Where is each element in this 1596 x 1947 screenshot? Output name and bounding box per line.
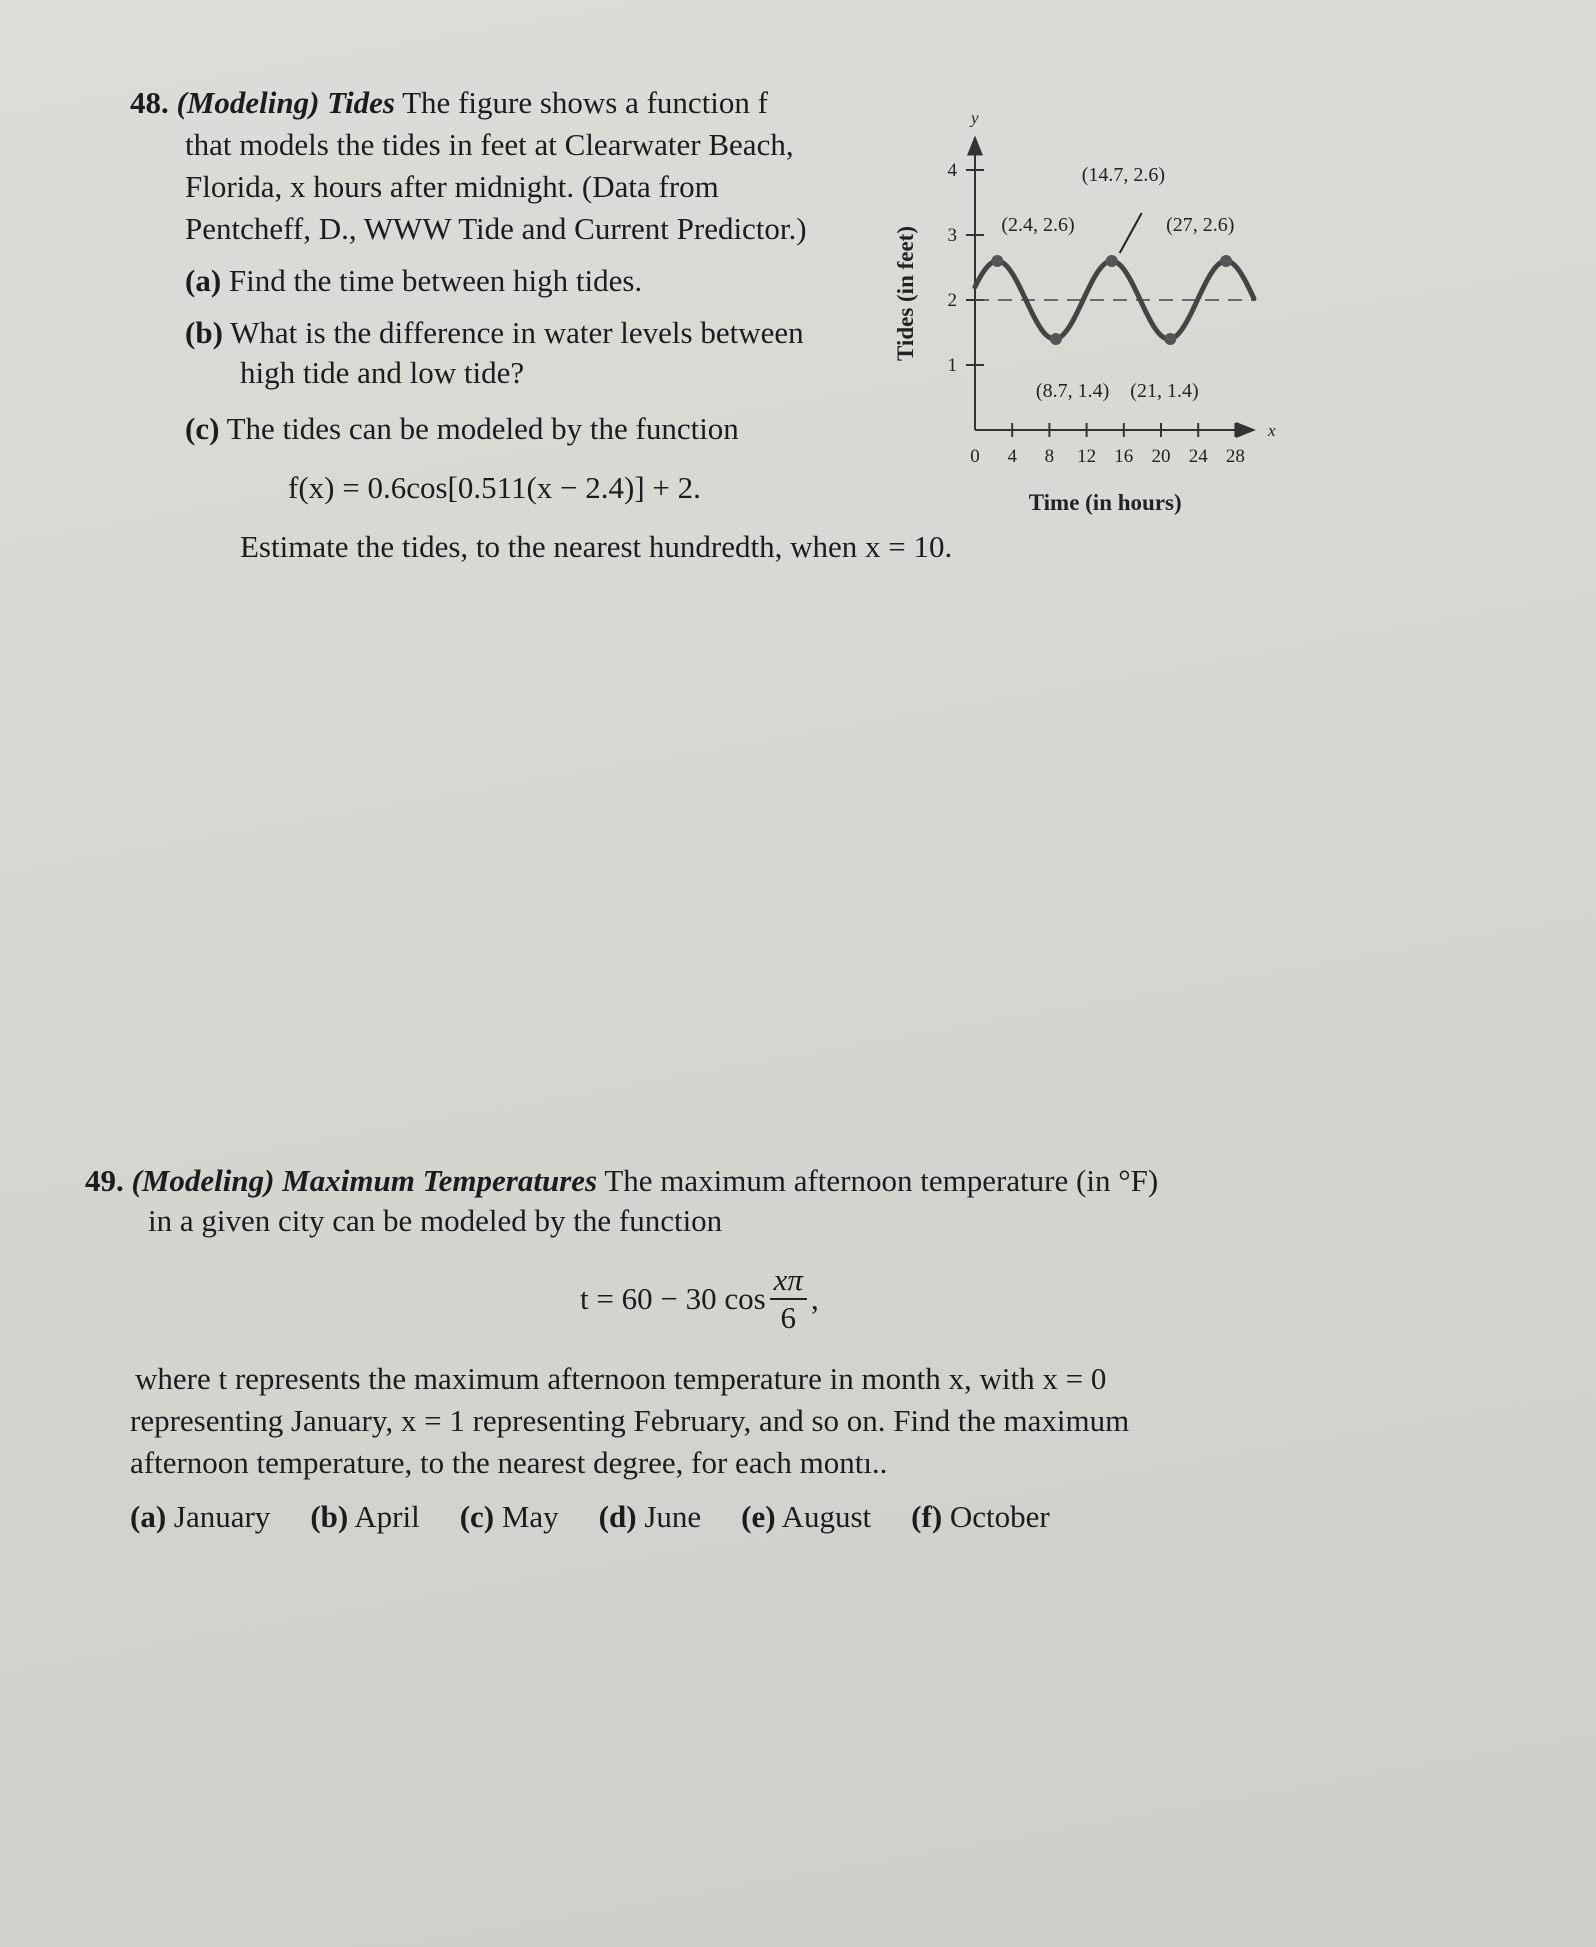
intro-line: in a given city can be modeled by the function bbox=[148, 1203, 723, 1238]
problem-48-heading bbox=[130, 84, 768, 122]
point-label: (21, 1.4) bbox=[1130, 380, 1199, 402]
point-label: (8.7, 1.4) bbox=[1035, 380, 1110, 402]
part-text: The tides can be modeled by the function bbox=[226, 411, 739, 446]
problem-number: 48. bbox=[130, 85, 169, 120]
y-tick-label: 2 bbox=[947, 290, 957, 311]
x-tick-label: 0 bbox=[970, 446, 980, 467]
intro-line: The maximum afternoon temperature (in °F) bbox=[604, 1163, 1159, 1198]
fraction-numerator: xπ bbox=[770, 1262, 807, 1300]
x-tick-label: 4 bbox=[1007, 446, 1017, 467]
formula-fraction bbox=[770, 1262, 807, 1335]
estimate-instruction: Estimate the tides, to the nearest hundredth, when x = 10. bbox=[240, 529, 953, 564]
part-a bbox=[185, 262, 642, 300]
problem-title: (Modeling) Maximum Temperatures bbox=[131, 1163, 598, 1198]
part-text: August bbox=[781, 1499, 872, 1534]
problem-title: (Modeling) Tides bbox=[176, 85, 395, 120]
data-point bbox=[991, 255, 1003, 267]
body-line: afternoon temperature, to the nearest degree, for each montı.. bbox=[130, 1445, 888, 1480]
data-point bbox=[1106, 255, 1118, 267]
y-axis-name: y bbox=[971, 108, 979, 128]
month-parts bbox=[130, 1498, 1050, 1536]
x-tick-label: 28 bbox=[1225, 446, 1245, 467]
x-axis-title: Time (in hours) bbox=[1028, 490, 1182, 515]
y-axis-title: Tides (in feet) bbox=[893, 225, 918, 362]
part-label: (b) bbox=[310, 1499, 349, 1534]
tide-chart bbox=[880, 80, 1310, 520]
part-text: January bbox=[173, 1499, 271, 1534]
x-axis-name: x bbox=[1268, 421, 1276, 440]
part-d-june bbox=[599, 1498, 701, 1536]
part-label: (f) bbox=[911, 1499, 943, 1534]
part-text: June bbox=[644, 1499, 702, 1534]
part-label: (d) bbox=[598, 1499, 637, 1534]
part-label: (c) bbox=[185, 411, 220, 446]
temperature-formula bbox=[580, 1262, 819, 1335]
part-label: (b) bbox=[185, 315, 223, 350]
data-point bbox=[1050, 333, 1062, 345]
part-b-line2: high tide and low tide? bbox=[240, 355, 525, 390]
part-b bbox=[185, 314, 804, 352]
part-label: (e) bbox=[741, 1499, 776, 1534]
intro-line: Florida, x hours after midnight. (Data from bbox=[185, 169, 719, 204]
point-label: (27, 2.6) bbox=[1166, 214, 1235, 236]
part-text: Find the time between high tides. bbox=[228, 263, 643, 298]
data-point bbox=[1164, 333, 1176, 345]
part-label: (a) bbox=[130, 1499, 167, 1534]
part-a-january bbox=[130, 1498, 270, 1536]
part-label: (c) bbox=[459, 1499, 495, 1534]
tide-formula: f(x) = 0.6cos[0.511(x − 2.4)] + 2. bbox=[288, 470, 701, 505]
point-label: (14.7, 2.6) bbox=[1081, 164, 1166, 186]
y-tick-label: 4 bbox=[947, 160, 957, 181]
y-tick-label: 3 bbox=[947, 225, 957, 246]
part-text: May bbox=[501, 1499, 559, 1534]
part-text: What is the difference in water levels between bbox=[230, 315, 804, 350]
part-text: October bbox=[949, 1499, 1050, 1534]
part-c bbox=[185, 410, 739, 448]
formula-tail: , bbox=[810, 1280, 819, 1316]
fraction-denominator: 6 bbox=[780, 1299, 797, 1335]
body-line: representing January, x = 1 representing February, and so on. Find the maximum bbox=[130, 1403, 1130, 1438]
data-point bbox=[1220, 255, 1232, 267]
problem-49-heading bbox=[85, 1162, 1158, 1200]
part-label: (a) bbox=[185, 263, 222, 298]
intro-line: Pentcheff, D., WWW Tide and Current Predictor.) bbox=[185, 211, 807, 246]
formula-left: t = 60 − 30 cos bbox=[580, 1280, 766, 1316]
x-tick-label: 8 bbox=[1044, 446, 1055, 467]
point-label: (2.4, 2.6) bbox=[1001, 214, 1075, 236]
x-tick-label: 12 bbox=[1077, 446, 1097, 467]
part-c-may bbox=[460, 1498, 559, 1536]
intro-line: The figure shows a function f bbox=[402, 85, 768, 120]
y-tick-label: 1 bbox=[947, 355, 957, 376]
part-e-august bbox=[741, 1498, 871, 1536]
x-tick-label: 20 bbox=[1151, 446, 1171, 467]
problem-number: 49. bbox=[85, 1163, 124, 1198]
label-pointer bbox=[1120, 213, 1142, 253]
part-b-april bbox=[310, 1498, 419, 1536]
x-tick-label: 16 bbox=[1114, 446, 1134, 467]
intro-line: that models the tides in feet at Clearwater Beach, bbox=[185, 127, 794, 162]
body-line: where t represents the maximum afternoon temperature in month x, with x = 0 bbox=[135, 1361, 1107, 1396]
x-tick-label: 24 bbox=[1188, 446, 1208, 467]
part-f-october bbox=[911, 1498, 1050, 1536]
part-text: April bbox=[354, 1499, 420, 1534]
